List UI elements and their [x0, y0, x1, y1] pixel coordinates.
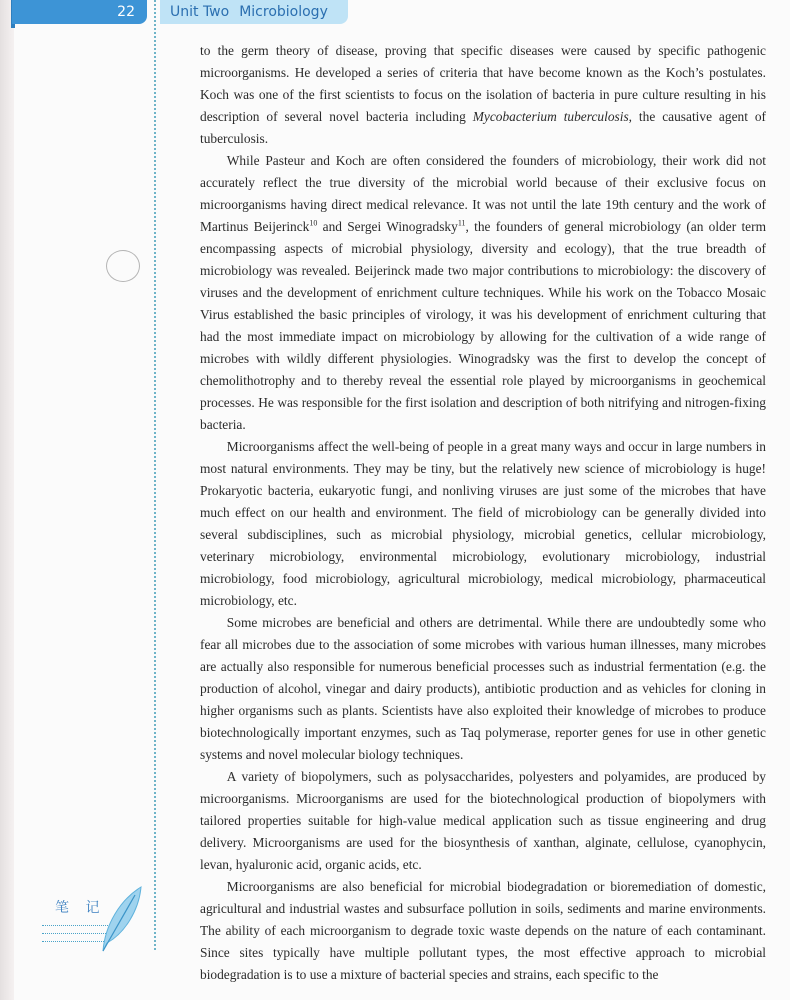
paragraph-p2	[200, 150, 766, 436]
paragraph-p5	[200, 766, 766, 876]
text-run: Some microbes are beneficial and others are detrimental. While there are undoubtedly some who fear all microbes due to the association of some microbes with various human illnesses, many microbes are actually also responsible for numerous beneficial processes such as industrial fermentation (e.g. the production of alcohol, vinegar and dairy products), antibiotic production and as vehicles for cloning in higher organisms such as plants. Scientists have also exploited their knowledge of microbes to produce biotechnologically important enzymes, such as Taq polymerase, reporter genes for use in other genetic systems and novel molecular biology techniques.	[200, 615, 766, 762]
text-run: to the germ theory of disease, proving that specific diseases were caused by specific pathogenic microorganisms. He developed a series of criteria that have become known as the Koch’s postulates. Koch was one of the first scientists to focus on the isolation of bacteria in pure culture resulting in his description of several novel bacteria including	[200, 43, 766, 124]
unit-header-tab	[160, 0, 348, 24]
text-run: and Sergei Winogradsky	[317, 219, 458, 234]
page-number-tab	[12, 0, 147, 24]
page-number: 22	[117, 4, 135, 20]
footnote-marker: 10	[309, 218, 318, 228]
notes-label: 笔 记	[55, 900, 106, 916]
margin-divider	[154, 0, 156, 950]
text-run: , the founders of general microbiology (an older term encompassing aspects of microbial physiology, diversity and ecology), that the true breadth of microbiology was revealed. Beijerinck made two major contributions to microbiology: the discovery of viruses and the development of enrichment culture techniques. While his work on the Tobacco Mosaic Virus established the basic principles of virology, it was his development of enrichment culturing that had the most immediate impact on microbiology by allowing for the cultivation of a wide range of microbes with wildly different physiologies. Winogradsky was the first to develop the concept of chemolithotrophy and to thereby reveal the essential role played by microorganisms in geochemical processes. He was responsible for the first isolation and description of both nitrifying and nitrogen-fixing bacteria.	[200, 219, 766, 432]
unit-label: Unit Two	[170, 4, 230, 20]
feather-icon	[95, 885, 145, 955]
text-run: Microorganisms affect the well-being of people in a great many ways and occur in large numbers in most natural environments. They may be tiny, but the relatively new science of microbiology is huge! Prokaryotic bacteria, eukaryotic fungi, and nonliving viruses are just some of the microbes that have much effect on our health and environment. The field of microbiology can be generally divided into several subdisciplines, such as microbial physiology, microbial genetics, cellular microbiology, veterinary microbiology, environmental microbiology, evolutionary microbiology, industrial microbiology, food microbiology, agricultural microbiology, medical microbiology, pharmaceutical microbiology, etc.	[200, 439, 766, 608]
italic-term: Mycobacterium tuberculosis	[472, 109, 629, 124]
text-run: , the causative agent of tuberculosis.	[200, 109, 766, 146]
page-binding-edge	[0, 0, 14, 1000]
paragraph-p4	[200, 612, 766, 766]
text-run: A variety of biopolymers, such as polysaccharides, polyesters and polyamides, are produced by microorganisms. Microorganisms are used for the biotechnological production of biopolymers with tailored properties suitable for high-value medical application such as tissue engineering and drug delivery. Microorganisms are used for the biosynthesis of xanthan, alginate, cellulose, cyanophycin, levan, hyaluronic acid, organic acids, etc.	[200, 769, 766, 872]
punch-hole-mark	[106, 250, 140, 282]
body-text	[200, 40, 766, 986]
paragraph-p1	[200, 40, 766, 150]
paragraph-p6	[200, 876, 766, 986]
unit-title: Microbiology	[239, 4, 328, 20]
notes-area	[40, 885, 120, 955]
footnote-marker: 11	[457, 218, 466, 228]
paragraph-p3	[200, 436, 766, 612]
text-run: While Pasteur and Koch are often considered the founders of microbiology, their work did not accurately reflect the true diversity of the microbial world because of their exclusive focus on microorganisms having direct medical relevance. It was not until the late 19th century and the work of Martinus Beijerinck	[200, 153, 766, 234]
text-run: Microorganisms are also beneficial for microbial biodegradation or bioremediation of domestic, agricultural and industrial wastes and subsurface pollution in soils, sediments and marine environments. The ability of each microorganism to degrade toxic waste depends on the nature of each contaminant. Since sites typically have multiple pollutant types, the most effective approach to microbial biodegradation is to use a mixture of bacterial species and strains, each specific to the	[200, 879, 766, 982]
